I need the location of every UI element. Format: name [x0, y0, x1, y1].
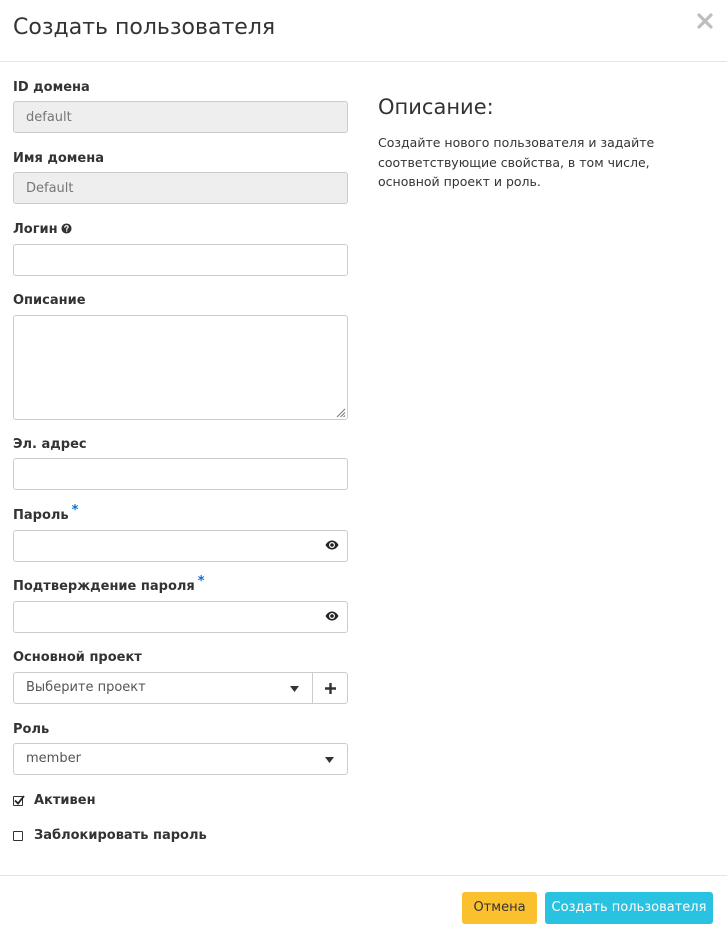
eye-icon[interactable] — [325, 540, 339, 550]
eye-icon[interactable] — [325, 611, 339, 621]
primary-project-selected: Выберите проект — [26, 680, 146, 695]
modal-title: Создать пользователя — [13, 15, 276, 40]
required-mark: * — [197, 574, 205, 589]
domain-name-label: Имя домена — [13, 151, 105, 166]
modal-footer — [0, 875, 727, 937]
required-mark: * — [71, 503, 79, 518]
modal-header — [0, 0, 727, 62]
login-input[interactable] — [13, 244, 348, 276]
close-icon[interactable] — [696, 12, 714, 30]
confirm-password-field — [13, 601, 348, 633]
caret-down-icon — [325, 757, 334, 763]
role-select[interactable] — [13, 743, 348, 775]
description-label: Описание — [13, 293, 86, 308]
email-input[interactable] — [13, 458, 348, 490]
confirm-password-label-text: Подтверждение пароля — [13, 579, 195, 594]
password-input[interactable] — [13, 530, 348, 562]
checkmark-icon — [13, 794, 25, 806]
caret-down-icon — [290, 686, 299, 692]
domain-id-label: ID домена — [13, 80, 90, 95]
password-label-text: Пароль — [13, 508, 69, 523]
help-text: Создайте нового пользователя и задайте соответствующие свойства, в том числе, основной проект и роль. — [378, 135, 655, 189]
password-label — [13, 503, 79, 523]
primary-project-label: Основной проект — [13, 650, 142, 665]
email-label: Эл. адрес — [13, 437, 87, 452]
question-circle-icon[interactable] — [61, 223, 72, 234]
confirm-password-label — [13, 574, 205, 594]
resize-grip-icon[interactable] — [334, 406, 346, 418]
plus-icon — [325, 683, 336, 694]
help-title: Описание: — [378, 95, 494, 119]
lock-password-checkbox[interactable] — [13, 831, 23, 841]
confirm-password-input[interactable] — [13, 601, 348, 633]
add-project-button[interactable] — [312, 672, 348, 704]
help-panel — [378, 95, 708, 192]
create-user-button[interactable]: Создать пользователя — [545, 892, 713, 924]
enabled-checkbox[interactable] — [13, 796, 23, 806]
role-label: Роль — [13, 722, 50, 737]
description-textarea[interactable] — [13, 315, 348, 420]
domain-id-field[interactable] — [13, 101, 348, 133]
cancel-button[interactable]: Отмена — [462, 892, 537, 924]
password-field — [13, 530, 348, 562]
login-label-text: Логин — [13, 222, 58, 237]
enabled-label: Активен — [34, 793, 96, 808]
primary-project-select[interactable] — [13, 672, 313, 704]
role-selected: member — [26, 751, 81, 766]
lock-password-label: Заблокировать пароль — [34, 828, 207, 843]
domain-name-field[interactable] — [13, 172, 348, 204]
primary-project-group — [13, 672, 348, 704]
login-label — [13, 222, 72, 237]
